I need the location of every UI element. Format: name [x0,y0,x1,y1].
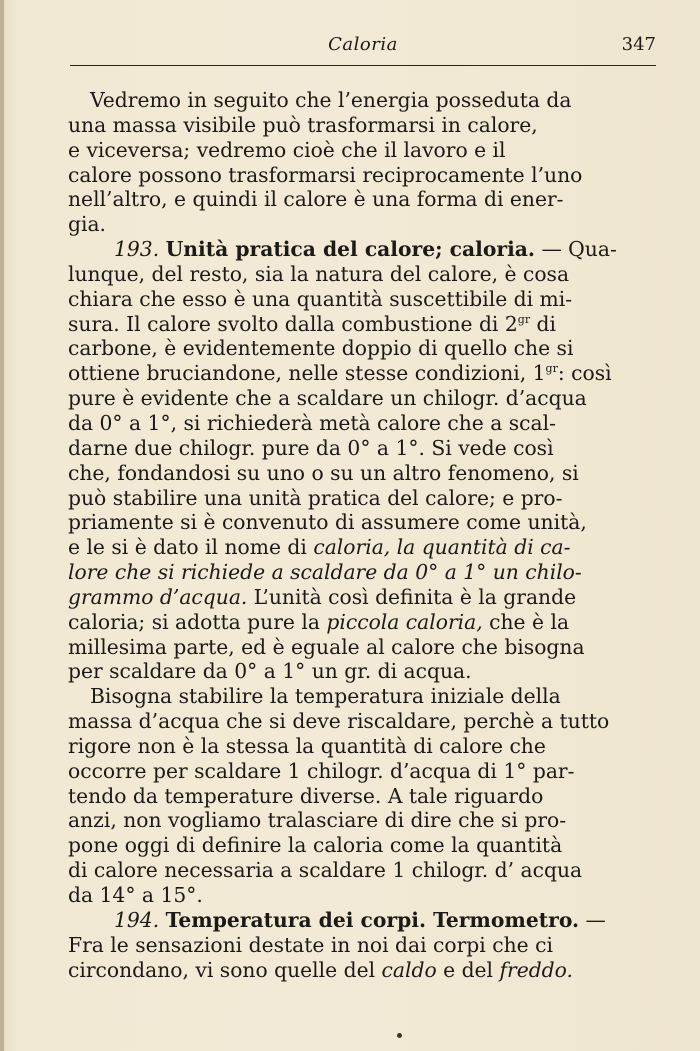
section-number: 194. [114,907,160,932]
text-line: caloria; si adotta pure la piccola caloria, che è la [68,609,570,634]
text-line: e le si è dato il nome di caloria, la quantità di ca- [68,535,571,560]
text-line: anzi, non vogliamo tralasciare di dire che si pro- [68,808,567,833]
text-line: priamente si è convenuto di assumere come unità, [68,510,587,535]
body-text [68,88,658,982]
text-line: da 0° a 1°, si richiederà metà calore che a scal- [68,410,556,435]
text-line: rigore non è la stessa la quantità di calore che [68,733,546,758]
text-line: di calore necessaria a scaldare 1 chilogr. d’ acqua [68,858,583,883]
page-dot [397,1033,402,1038]
text-line: può stabilire una unità pratica del calore; e pro- [68,485,563,510]
text-line: Fra le sensazioni destate in noi dai corpi che ci [68,932,553,957]
text-line: calore possono trasformarsi reciprocamente l’uno [68,162,583,187]
text-line: una massa visibile può trasformarsi in calore, [68,112,538,137]
text-line: pure è evidente che a scaldare un chilogr. d’acqua [68,386,587,411]
section-heading-194: 194. Temperatura dei corpi. Termometro. — [114,907,606,932]
text-line: pone oggi di definire la caloria come la quantità [68,833,563,858]
text-line: chiara che esso è una quantità suscettibile di mi- [68,286,573,311]
text-line: circondano, vi sono quelle del caldo e del freddo. [68,957,573,982]
text-line: e viceversa; vedremo cioè che il lavoro e il [68,137,506,162]
text-line: ottiene bruciandone, nelle stesse condizioni, $1^{gr}$: così [68,361,612,386]
text-line: occorre per scaldare 1 chilogr. d’acqua di 1° par- [68,758,575,783]
text-line: carbone, è evidentemente doppio di quello che si [68,336,574,361]
section-title: Unità pratica del calore; caloria. [165,237,535,262]
section-number: 193. [114,237,160,262]
text-line: per scaldare da 0° a 1° un gr. di acqua. [68,659,472,684]
running-title: Caloria [328,34,398,55]
text-line: da 14° a 15°. [68,883,203,907]
section-title: Temperatura dei corpi. Termometro. [165,907,580,932]
text-line: massa d’acqua che si deve riscaldare, perchè a tutto [68,709,610,734]
text-line: che, fondandosi su uno o su un altro fenomeno, si [68,460,579,485]
text-line: Bisogna stabilire la temperatura iniziale della [90,684,561,709]
text-line: gia. [68,212,107,237]
text-line: grammo d’acqua. L’unità così definita è la grande [68,584,577,609]
page-number: 347 [621,34,656,55]
page-header [70,34,656,60]
text-line: sura. Il calore svolto dalla combustione di $2^{gr}$ di [68,311,557,336]
text-line: lunque, del resto, sia la natura del calore, è cosa [68,261,570,286]
text-line: Vedremo in seguito che l’energia posseduta da [90,88,572,112]
text-line: lore che si richiede a scaldare da 0° a 1° un chilo- [68,560,582,585]
page-edge [0,0,4,1051]
text-line: millesima parte, ed è eguale al calore che bisogna [68,634,585,659]
section-heading-193: 193. Unità pratica del calore; caloria. — Qua- [114,237,617,262]
text-line: tendo da temperature diverse. A tale riguardo [68,783,544,808]
text-line: nell’altro, e quindi il calore è una forma di ener- [68,187,564,212]
header-rule [70,65,656,66]
text-line: darne due chilogr. pure da 0° a 1°. Si vede così [68,435,554,460]
